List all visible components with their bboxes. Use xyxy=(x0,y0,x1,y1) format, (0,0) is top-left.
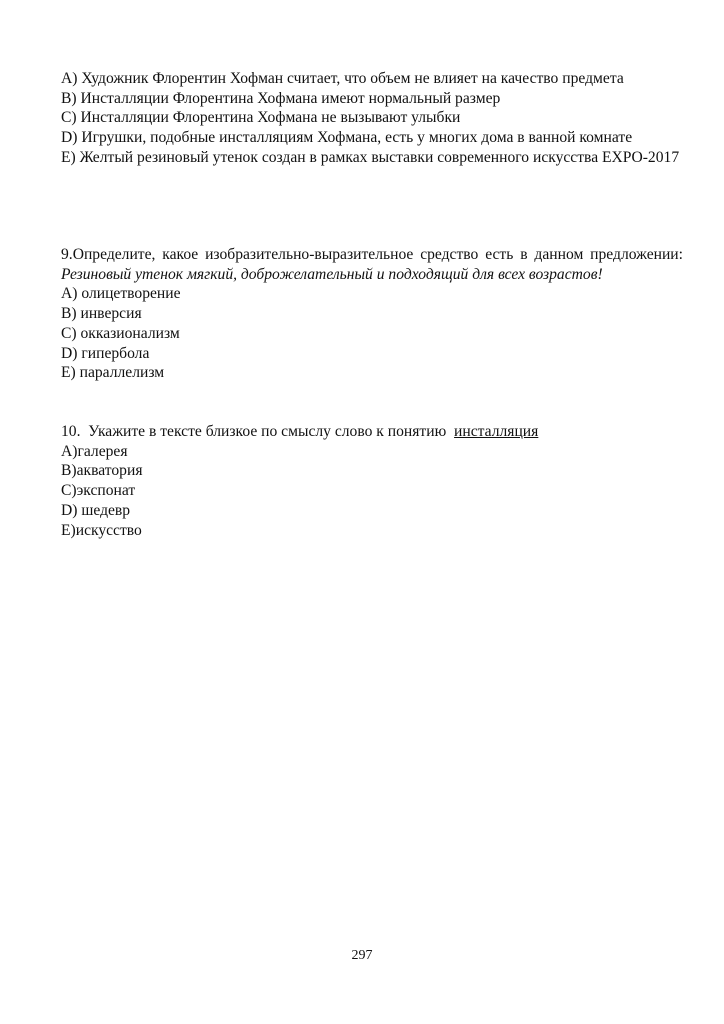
answer-option: B)акватория xyxy=(61,462,143,480)
answer-option: E)искусство xyxy=(61,521,142,539)
answer-option: C) окказионализм xyxy=(61,324,180,342)
question-term: инсталляция xyxy=(454,423,539,440)
answer-option: D) шедевр xyxy=(61,501,131,519)
answer-option: E) параллелизм xyxy=(61,364,165,382)
answer-option: C)экспонат xyxy=(61,482,136,500)
question-prompt: 9.Определите, какое изобразительно-выразительное средство есть в данном предложении: xyxy=(61,246,683,263)
answer-option: A) Художник Флорентин Хофман считает, что объем не влияет на качество предмета xyxy=(61,70,624,87)
answer-option: A) олицетворение xyxy=(61,285,181,303)
answer-option: D) гипербола xyxy=(61,344,150,362)
answer-option: B) инверсия xyxy=(61,305,142,323)
question-8-options xyxy=(61,69,683,168)
answer-option: A)галерея xyxy=(61,442,128,460)
question-prompt: 10. Укажите в тексте близкое по смыслу слово к понятию xyxy=(61,423,455,440)
question-quote: Резиновый утенок мягкий, доброжелательный и подходящий для всех возрастов! xyxy=(61,265,603,283)
question-9 xyxy=(61,245,683,383)
question-text xyxy=(61,422,683,442)
answer-option: B) Инсталляции Флорентина Хофмана имеют нормальный размер xyxy=(61,89,501,107)
answer-option: D) Игрушки, подобные инсталляциям Хофмана, есть у многих дома в ванной комнате xyxy=(61,129,633,147)
page-number: 297 xyxy=(351,948,373,963)
answer-option: C) Инсталляции Флорентина Хофмана не вызывают улыбки xyxy=(61,109,461,127)
question-10 xyxy=(61,422,683,540)
answer-option: E) Желтый резиновый утенок создан в рамках выставки современного искусства EXPO-2017 xyxy=(61,148,680,166)
question-text xyxy=(61,245,683,284)
